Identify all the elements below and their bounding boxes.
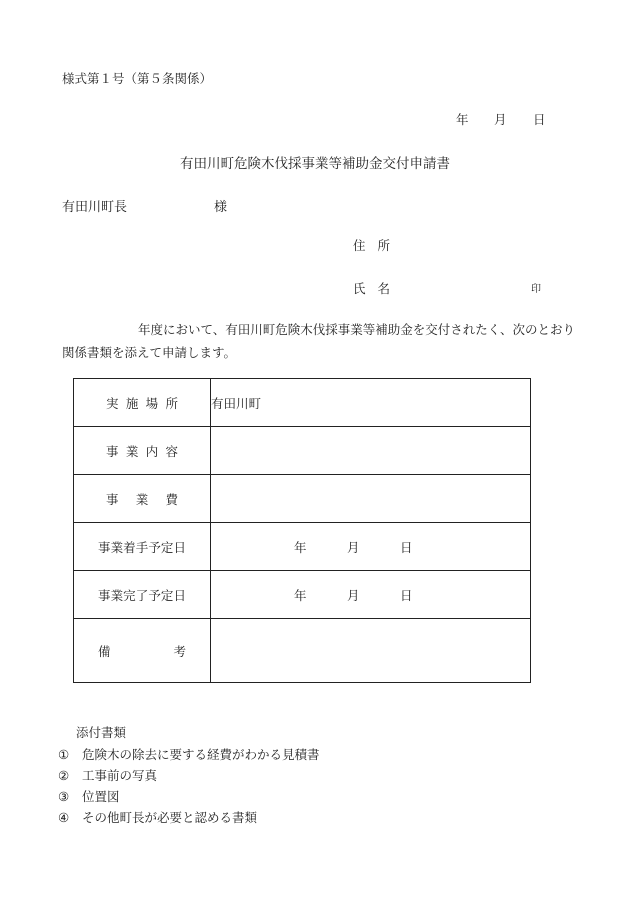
date-day-label: 日	[533, 112, 546, 127]
table-row	[74, 427, 531, 475]
row-value-cell	[211, 475, 531, 523]
list-item	[58, 786, 320, 807]
item-text: 工事前の写真	[82, 768, 158, 783]
list-item	[58, 765, 320, 786]
start-day-label: 日	[400, 539, 413, 555]
table-row	[74, 475, 531, 523]
item-number: ③	[58, 789, 70, 804]
name-label: 氏名	[353, 281, 403, 296]
row-label-cell	[74, 475, 211, 523]
row-label: 事業完了予定日	[98, 587, 186, 603]
application-statement: 年度において、有田川町危険木伐採事業等補助金を交付されたく、次のとおり関係書類を添えて申請します。	[62, 322, 576, 360]
row-value-cell	[211, 379, 531, 427]
row-label-cell	[74, 571, 211, 619]
table-row	[74, 571, 531, 619]
row-date-cell	[211, 523, 531, 571]
end-year-label: 年	[294, 587, 307, 603]
item-text: 位置図	[82, 789, 120, 804]
end-day-label: 日	[400, 587, 413, 603]
address-label: 住所	[353, 238, 403, 253]
list-item	[58, 744, 320, 765]
date-year-label: 年	[456, 112, 469, 127]
application-table	[73, 378, 531, 683]
table-row	[74, 379, 531, 427]
form-number: 様式第１号（第５条関係）	[62, 71, 213, 86]
item-number: ④	[58, 810, 70, 825]
row-label-cell	[74, 379, 211, 427]
table-row	[74, 619, 531, 683]
row-value: 有田川町	[211, 395, 262, 411]
table-row	[74, 523, 531, 571]
row-date-cell	[211, 571, 531, 619]
row-label: 事業費	[106, 491, 178, 507]
seal-mark: 印	[531, 284, 541, 295]
row-label-cell	[74, 523, 211, 571]
date-month-label: 月	[494, 112, 507, 127]
row-label: 実施場所	[106, 395, 178, 411]
row-value-cell	[211, 427, 531, 475]
item-number: ②	[58, 768, 70, 783]
item-number: ①	[58, 747, 70, 762]
row-value-cell	[211, 619, 531, 683]
addressee-name: 有田川町長	[62, 200, 128, 215]
list-item	[58, 807, 320, 828]
start-month-label: 月	[347, 539, 360, 555]
row-label: 事業内容	[106, 443, 178, 459]
end-month-label: 月	[347, 587, 360, 603]
item-text: 危険木の除去に要する経費がわかる見積書	[82, 747, 320, 762]
document-title: 有田川町危険木伐採事業等補助金交付申請書	[180, 156, 450, 172]
row-label-cell	[74, 427, 211, 475]
attachments-heading: 添付書類	[76, 725, 127, 740]
addressee-honorific: 様	[214, 200, 228, 215]
row-label-cell	[74, 619, 211, 683]
row-label: 備考	[98, 643, 186, 659]
start-year-label: 年	[294, 539, 307, 555]
item-text: その他町長が必要と認める書類	[82, 810, 258, 825]
attachments-list	[58, 744, 320, 828]
row-label: 事業着手予定日	[98, 539, 186, 555]
